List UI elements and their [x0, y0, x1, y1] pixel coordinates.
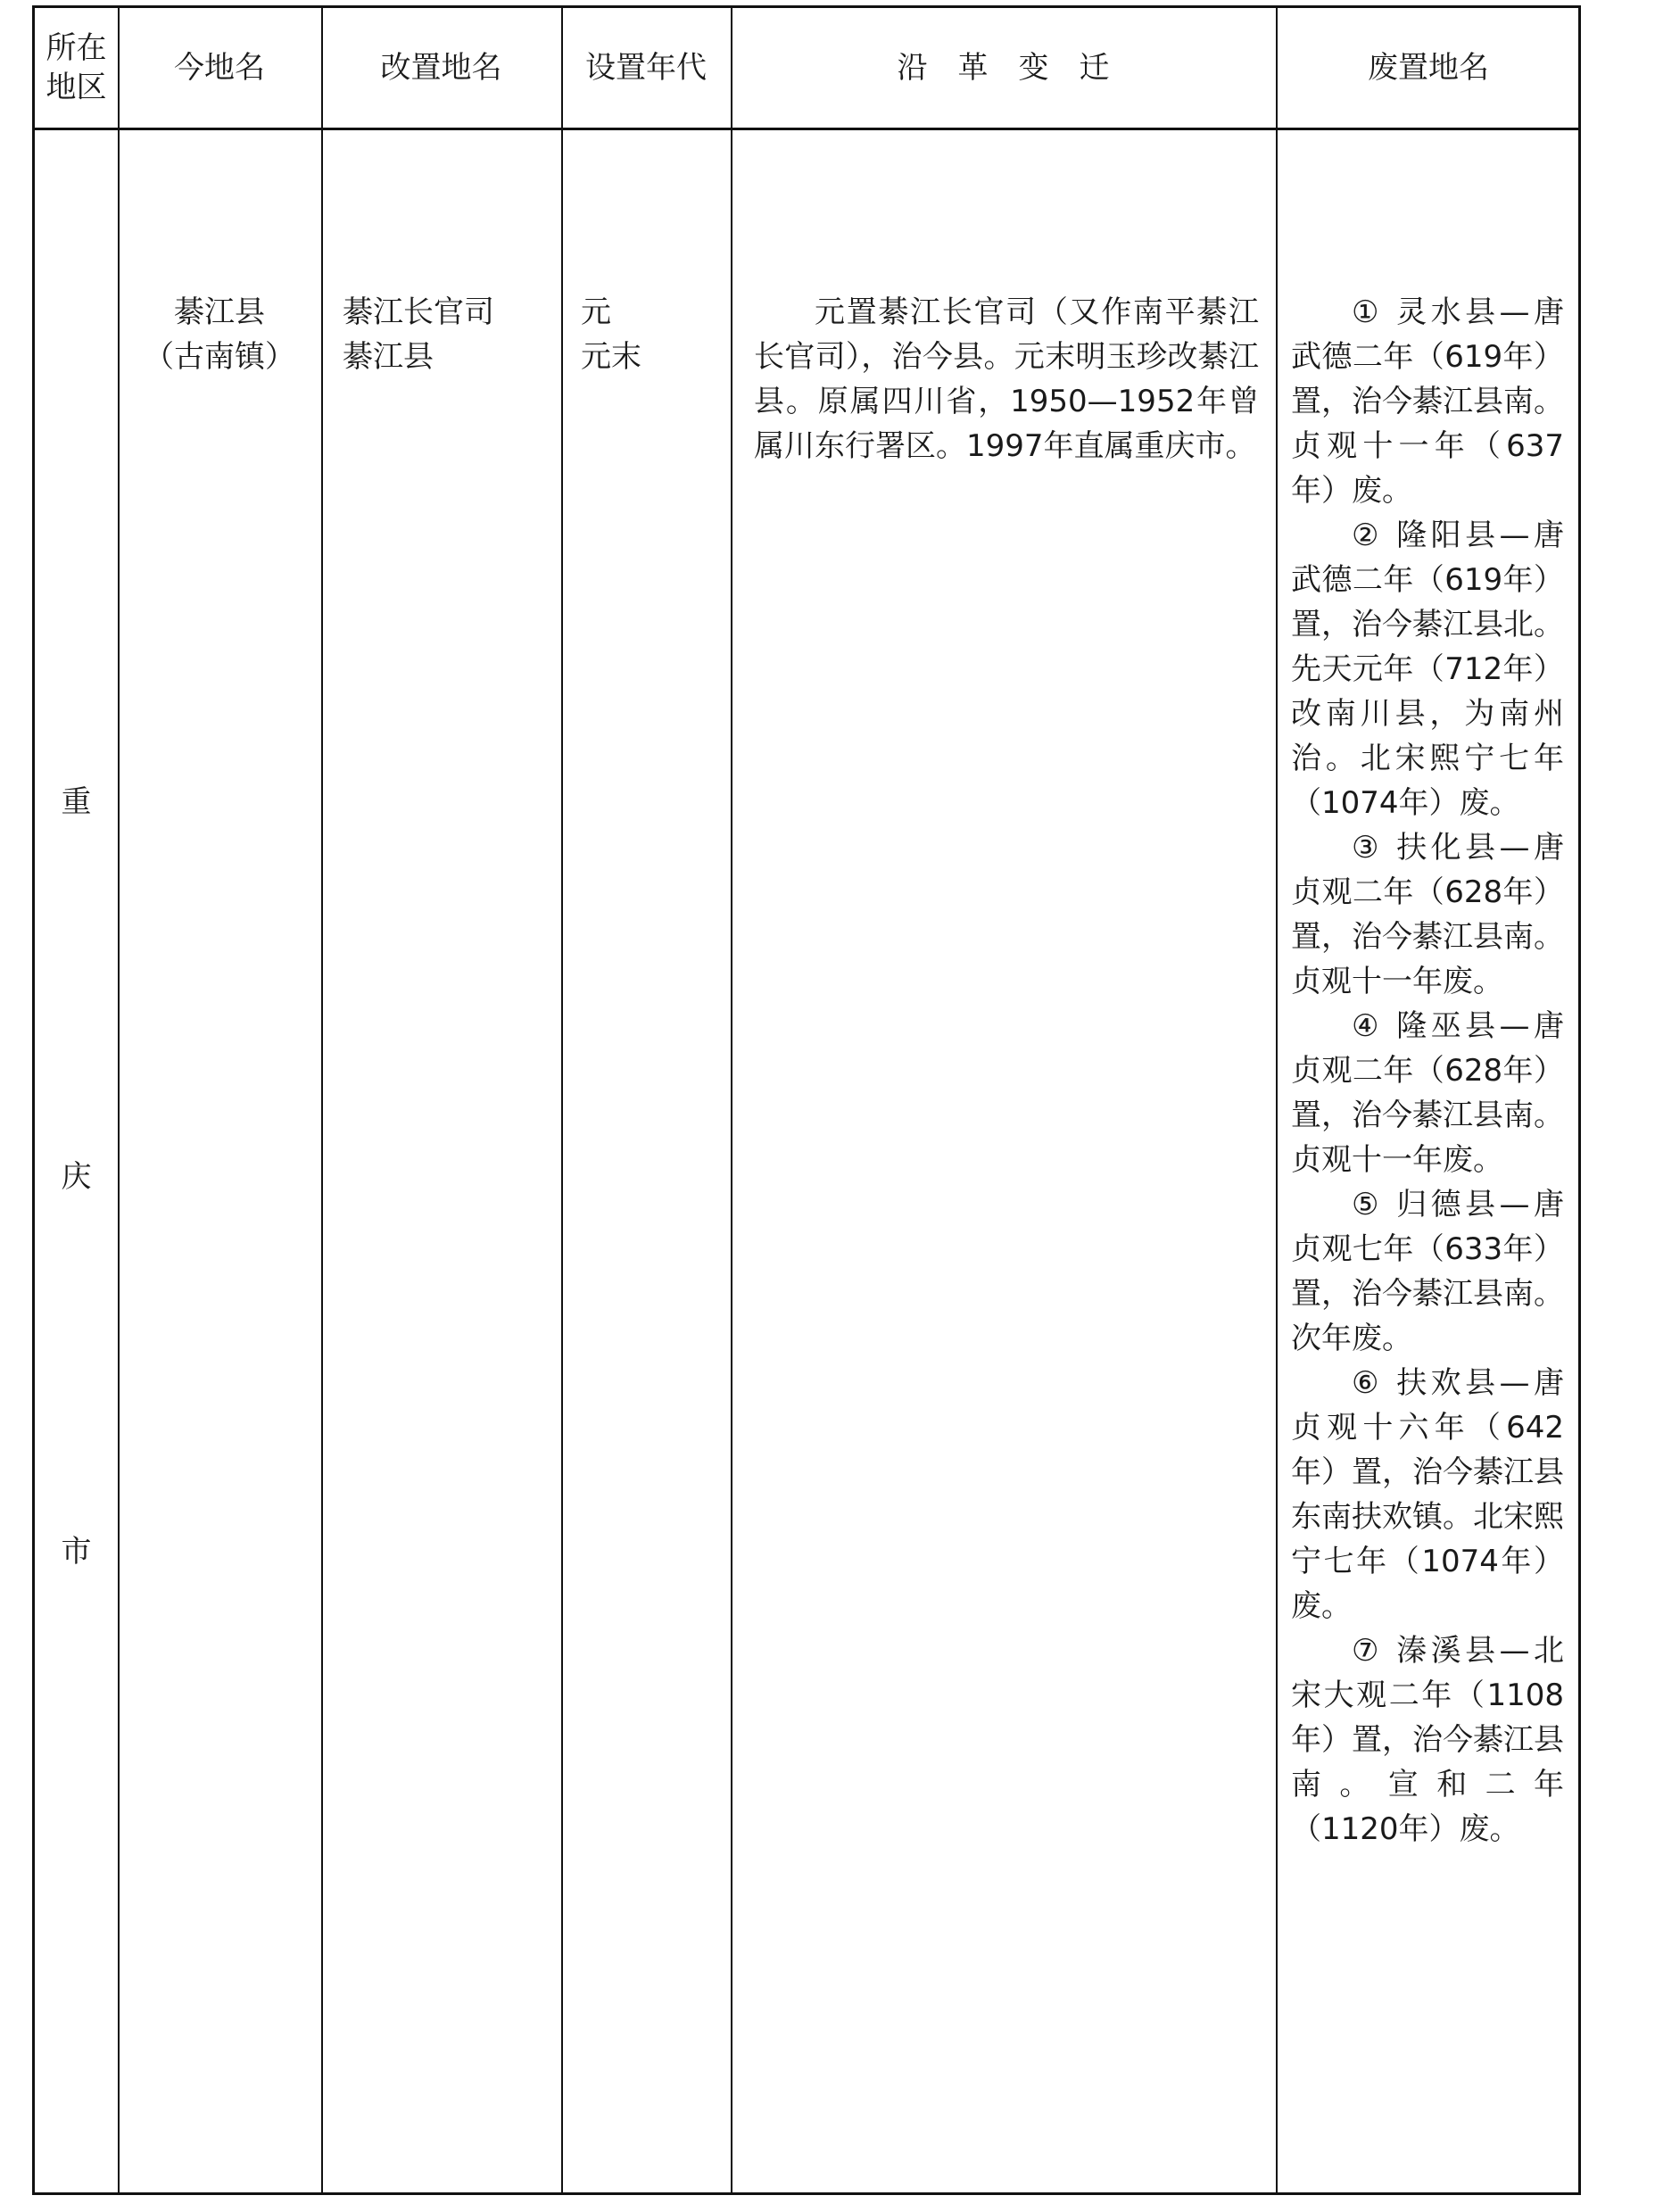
region-char: 重 [61, 784, 92, 820]
abolished-item: ④ 隆巫县—唐贞观二年（628年）置，治今綦江县南。贞观十一年废。 [1291, 1008, 1564, 1178]
current-name: 綦江县 [174, 294, 265, 330]
gazetteer-table [32, 5, 1581, 2195]
header-abolished: 废置地名 [1368, 49, 1489, 86]
header-region-line1: 所在 [46, 29, 107, 66]
column-divider [561, 8, 563, 2192]
region-char: 市 [61, 1534, 92, 1570]
header-divider [35, 128, 1578, 130]
renamed-cell [343, 290, 548, 379]
header-region [35, 8, 118, 128]
established-cell [581, 290, 724, 379]
abolished-item: ⑦ 溱溪县—北宋大观二年（1108年）置，治今綦江县南。宣和二年（1120年）废。 [1291, 1633, 1564, 1847]
header-history: 沿 革 变 迁 [897, 49, 1110, 86]
column-divider [1276, 8, 1278, 2192]
column-divider [321, 8, 323, 2192]
established-period: 元 [581, 294, 611, 330]
renamed-name: 綦江长官司 [343, 294, 494, 330]
abolished-item: ⑥ 扶欢县—唐贞观十六年（642年）置，治今綦江县东南扶欢镇。北宋熙宁七年（1074年）废。 [1291, 1365, 1564, 1624]
abolished-item: ① 灵水县—唐武德二年（619年）置，治今綦江县南。贞观十一年（637年）废。 [1291, 294, 1564, 509]
current-name-cell [118, 290, 321, 379]
established-period: 元末 [581, 339, 641, 375]
abolished-item: ③ 扶化县—唐贞观二年（628年）置，治今綦江县南。贞观十一年废。 [1291, 830, 1564, 999]
header-established: 设置年代 [585, 49, 707, 86]
column-divider [731, 8, 732, 2192]
header-region-line2: 地区 [46, 70, 107, 105]
abolished-item: ⑤ 归德县—唐贞观七年（633年）置，治今綦江县南。次年废。 [1291, 1187, 1564, 1356]
renamed-name: 綦江县 [343, 339, 434, 375]
abolished-item: ② 隆阳县—唐武德二年（619年）置，治今綦江县北。先天元年（712年）改南川县，为南州治。北宋熙宁七年（1074年）废。 [1291, 518, 1564, 821]
header-current-name: 今地名 [174, 49, 265, 86]
abolished-list [1291, 290, 1564, 1852]
history-text: 元置綦江长官司（又作南平綦江长官司），治今县。元末明玉珍改綦江县。原属四川省，1950—1952年曾属川东行署区。1997年直属重庆市。 [754, 294, 1259, 464]
header-renamed: 改置地名 [380, 49, 502, 86]
current-seat: （古南镇） [144, 339, 295, 375]
region-char: 庆 [61, 1159, 92, 1195]
